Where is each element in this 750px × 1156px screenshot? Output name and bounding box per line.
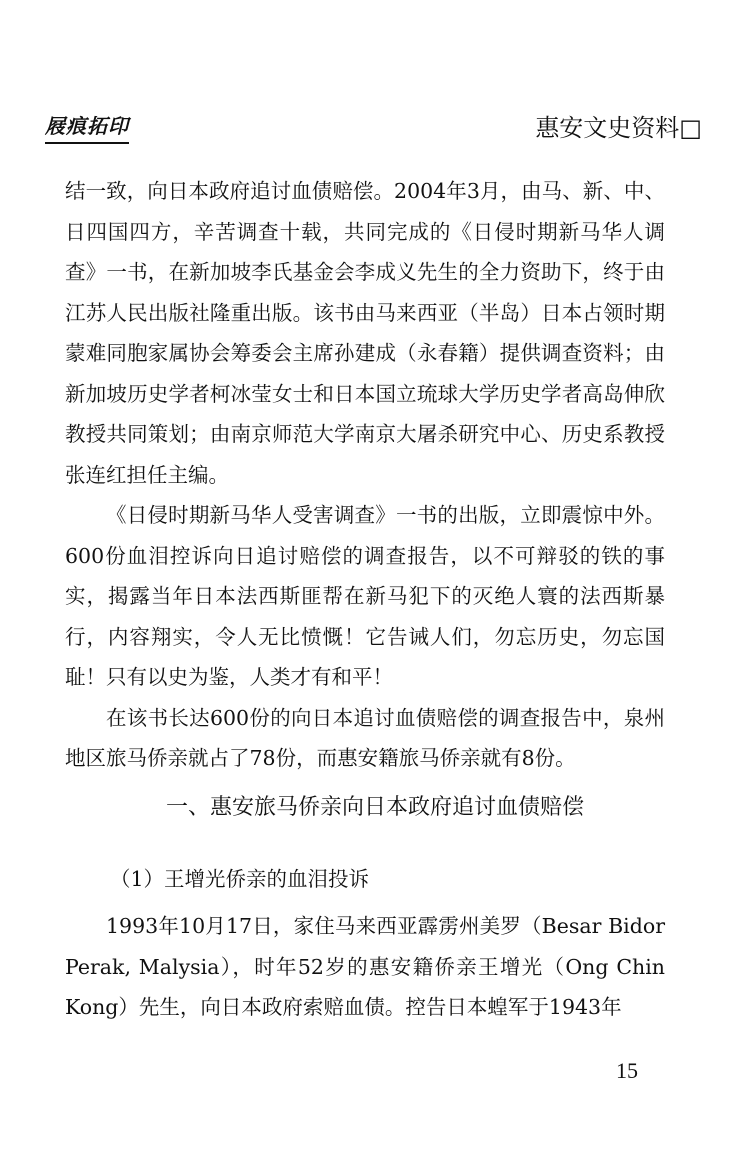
paragraph-1: 结一致，向日本政府追讨血债赔偿。2004年3月，由马、新、中、日四国四方，辛苦调查十载，共同完成的《日侵时期新马华人调查》一书，在新加坡李氏基金会李成义先生的全力资助下，终于由江苏人民出版社隆重出版。该书由马来西亚（半岛）日本占领时期蒙难同胞家属协会筹委会主席孙建成（永春籍）提供调查资料；由新加坡历史学者柯冰莹女士和日本国立琉球大学历史学者高岛伸欣教授共同策划；由南京师范大学南京大屠杀研究中心、历史系教授张连红担任主编。 [65,179,665,487]
paragraph-3: 在该书长达600份的向日本追讨血债赔偿的调查报告中，泉州地区旅马侨亲就占了78份，而惠安籍旅马侨亲就有8份。 [65,705,665,770]
running-header-publication: 惠安文史资料□ [535,114,702,142]
subsection-heading: （1）王增光侨亲的血泪投诉 [110,867,370,891]
running-header-section: 屐痕拓印 [45,110,129,144]
page-number: 15 [616,1058,638,1083]
paragraph-4: 1993年10月17日，家住马来西亚霹雳州美罗（Besar Bidor Perak, Malysia），时年52岁的惠安籍侨亲王增光（Ong Chin Kong）先生，向日本政府索赔血债。控告日本蝗军于1943年 [65,914,665,1019]
paragraph-2: 《日侵时期新马华人受害调查》一书的出版，立即震惊中外。600份血泪控诉向日追讨赔偿的调查报告，以不可辩驳的铁的事实，揭露当年日本法西斯匪帮在新马犯下的灭绝人寰的法西斯暴行，内容翔实，令人无比愤慨！它告诫人们，勿忘历史，勿忘国耻！只有以史为鉴，人类才有和平！ [65,503,665,689]
body-text-bottom [65,906,665,1028]
section-heading: 一、惠安旅马侨亲向日本政府追讨血债赔偿 [165,795,584,820]
body-text-top [65,171,665,779]
